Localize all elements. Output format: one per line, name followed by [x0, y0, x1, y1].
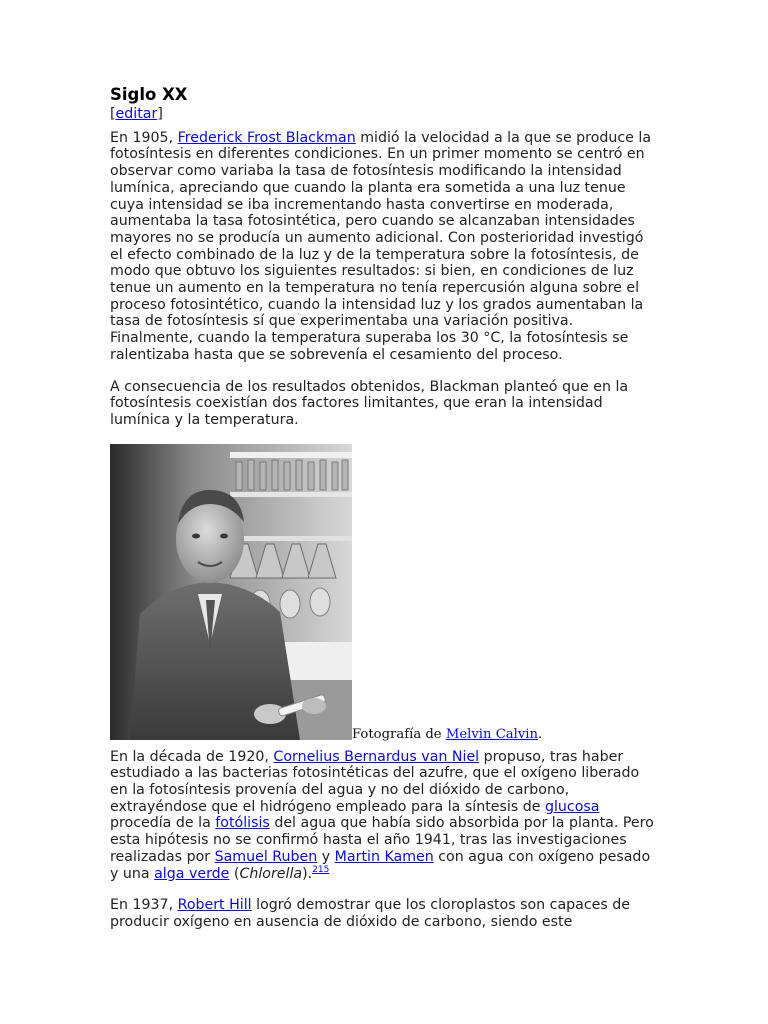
text-run: con agua con oxígeno pesado y una: [110, 848, 651, 882]
text-run: midió la velocidad a la que se produce la fotosíntesis en diferentes condiciones. En un primer momento se centró en observar como variaba la tasa de fotosíntesis modificando la intensidad lumínica, apreciando que cuando la planta era sometida a una luz tenue cuya intensidad se iba incrementando hasta convertirse en moderada, aumentaba la tasa fotosintética, pero cuando se alcanzaban intensidades mayores no se producía un aumento adicional. Con posterioridad investigó el efecto combinado de la luz y de la temperatura sobre la fotosíntesis, de modo que obtuvo los siguientes resultados: si bien, en condiciones de luz tenue un aumento en la temperatura no tenía repercusión alguna sobre el proceso fotosintético, cuando la intensidad luz y los grados aumentaban la tasa de fotosíntesis sí que experimentaba una variación positiva. Finalmente, cuando la temperatura superaba los 30 °C, la fotosíntesis se ralentizaba hasta que se sobrevenía el cesamiento del proceso.: [110, 129, 652, 363]
link-alga-verde[interactable]: alga verde: [154, 865, 230, 882]
text-run: En 1937,: [110, 897, 178, 914]
link-frederick-frost-blackman[interactable]: Frederick Frost Blackman: [177, 129, 356, 146]
text-run: y: [317, 848, 335, 865]
text-run: propuso, tras haber estudiado a las bacterias fotosintéticas del azufre, que el oxígeno liberado en la fotosíntesis provenía del agua y no del dióxido de carbono, extrayéndose que el hidrógeno empleado para la síntesis de: [110, 748, 640, 815]
link-robert-hill[interactable]: Robert Hill: [177, 897, 252, 914]
paragraph-limiting-factors: A consecuencia de los resultados obtenidos, Blackman planteó que en la fotosíntesis coexistían dos factores limitantes, que eran la intensidad lumínica y la temperatura.: [110, 378, 629, 428]
photo-caption: [352, 727, 542, 742]
paragraph-blackman: [110, 130, 660, 364]
link-melvin-calvin[interactable]: Melvin Calvin: [445, 726, 539, 742]
edit-bracket-close: ]: [157, 106, 163, 122]
caption-period: .: [538, 726, 543, 742]
reference-215-link[interactable]: 215: [312, 864, 330, 875]
paragraph-van-niel: [110, 749, 660, 883]
edit-bracket-open: [: [110, 106, 116, 122]
text-run: procedía de la: [110, 815, 216, 832]
article-section: [110, 84, 660, 946]
melvin-calvin-photo: [110, 444, 352, 740]
paragraph-robert-hill: [110, 897, 660, 930]
text-run: En 1905,: [110, 129, 178, 146]
link-fotolisis[interactable]: fotólisis: [215, 815, 270, 832]
text-run: (: [229, 865, 240, 882]
text-run: del agua que había sido absorbida por la planta. Pero esta hipótesis no se confirmó hasta el año 1941, tras las investigaciones realizadas por: [110, 815, 654, 865]
link-samuel-ruben[interactable]: Samuel Ruben: [214, 848, 318, 865]
section-heading: Siglo XX: [110, 85, 188, 104]
text-run: En la década de 1920,: [110, 748, 274, 765]
edit-link-wrapper: [110, 106, 660, 123]
caption-text: Fotografía de: [352, 726, 446, 742]
link-glucosa[interactable]: glucosa: [544, 798, 600, 815]
edit-link[interactable]: editar: [115, 106, 158, 122]
chlorella-italic: Chlorella: [239, 865, 303, 882]
link-martin-kamen[interactable]: Martin Kamen: [334, 848, 434, 865]
link-cornelius-bernardus-van-niel[interactable]: Cornelius Bernardus van Niel: [273, 748, 480, 765]
figure-melvin-calvin: [110, 444, 660, 740]
text-run: ).: [302, 865, 313, 882]
text-run: logró demostrar que los cloroplastos son capaces de producir oxígeno en ausencia de dióxido de carbono, siendo este: [110, 897, 631, 930]
